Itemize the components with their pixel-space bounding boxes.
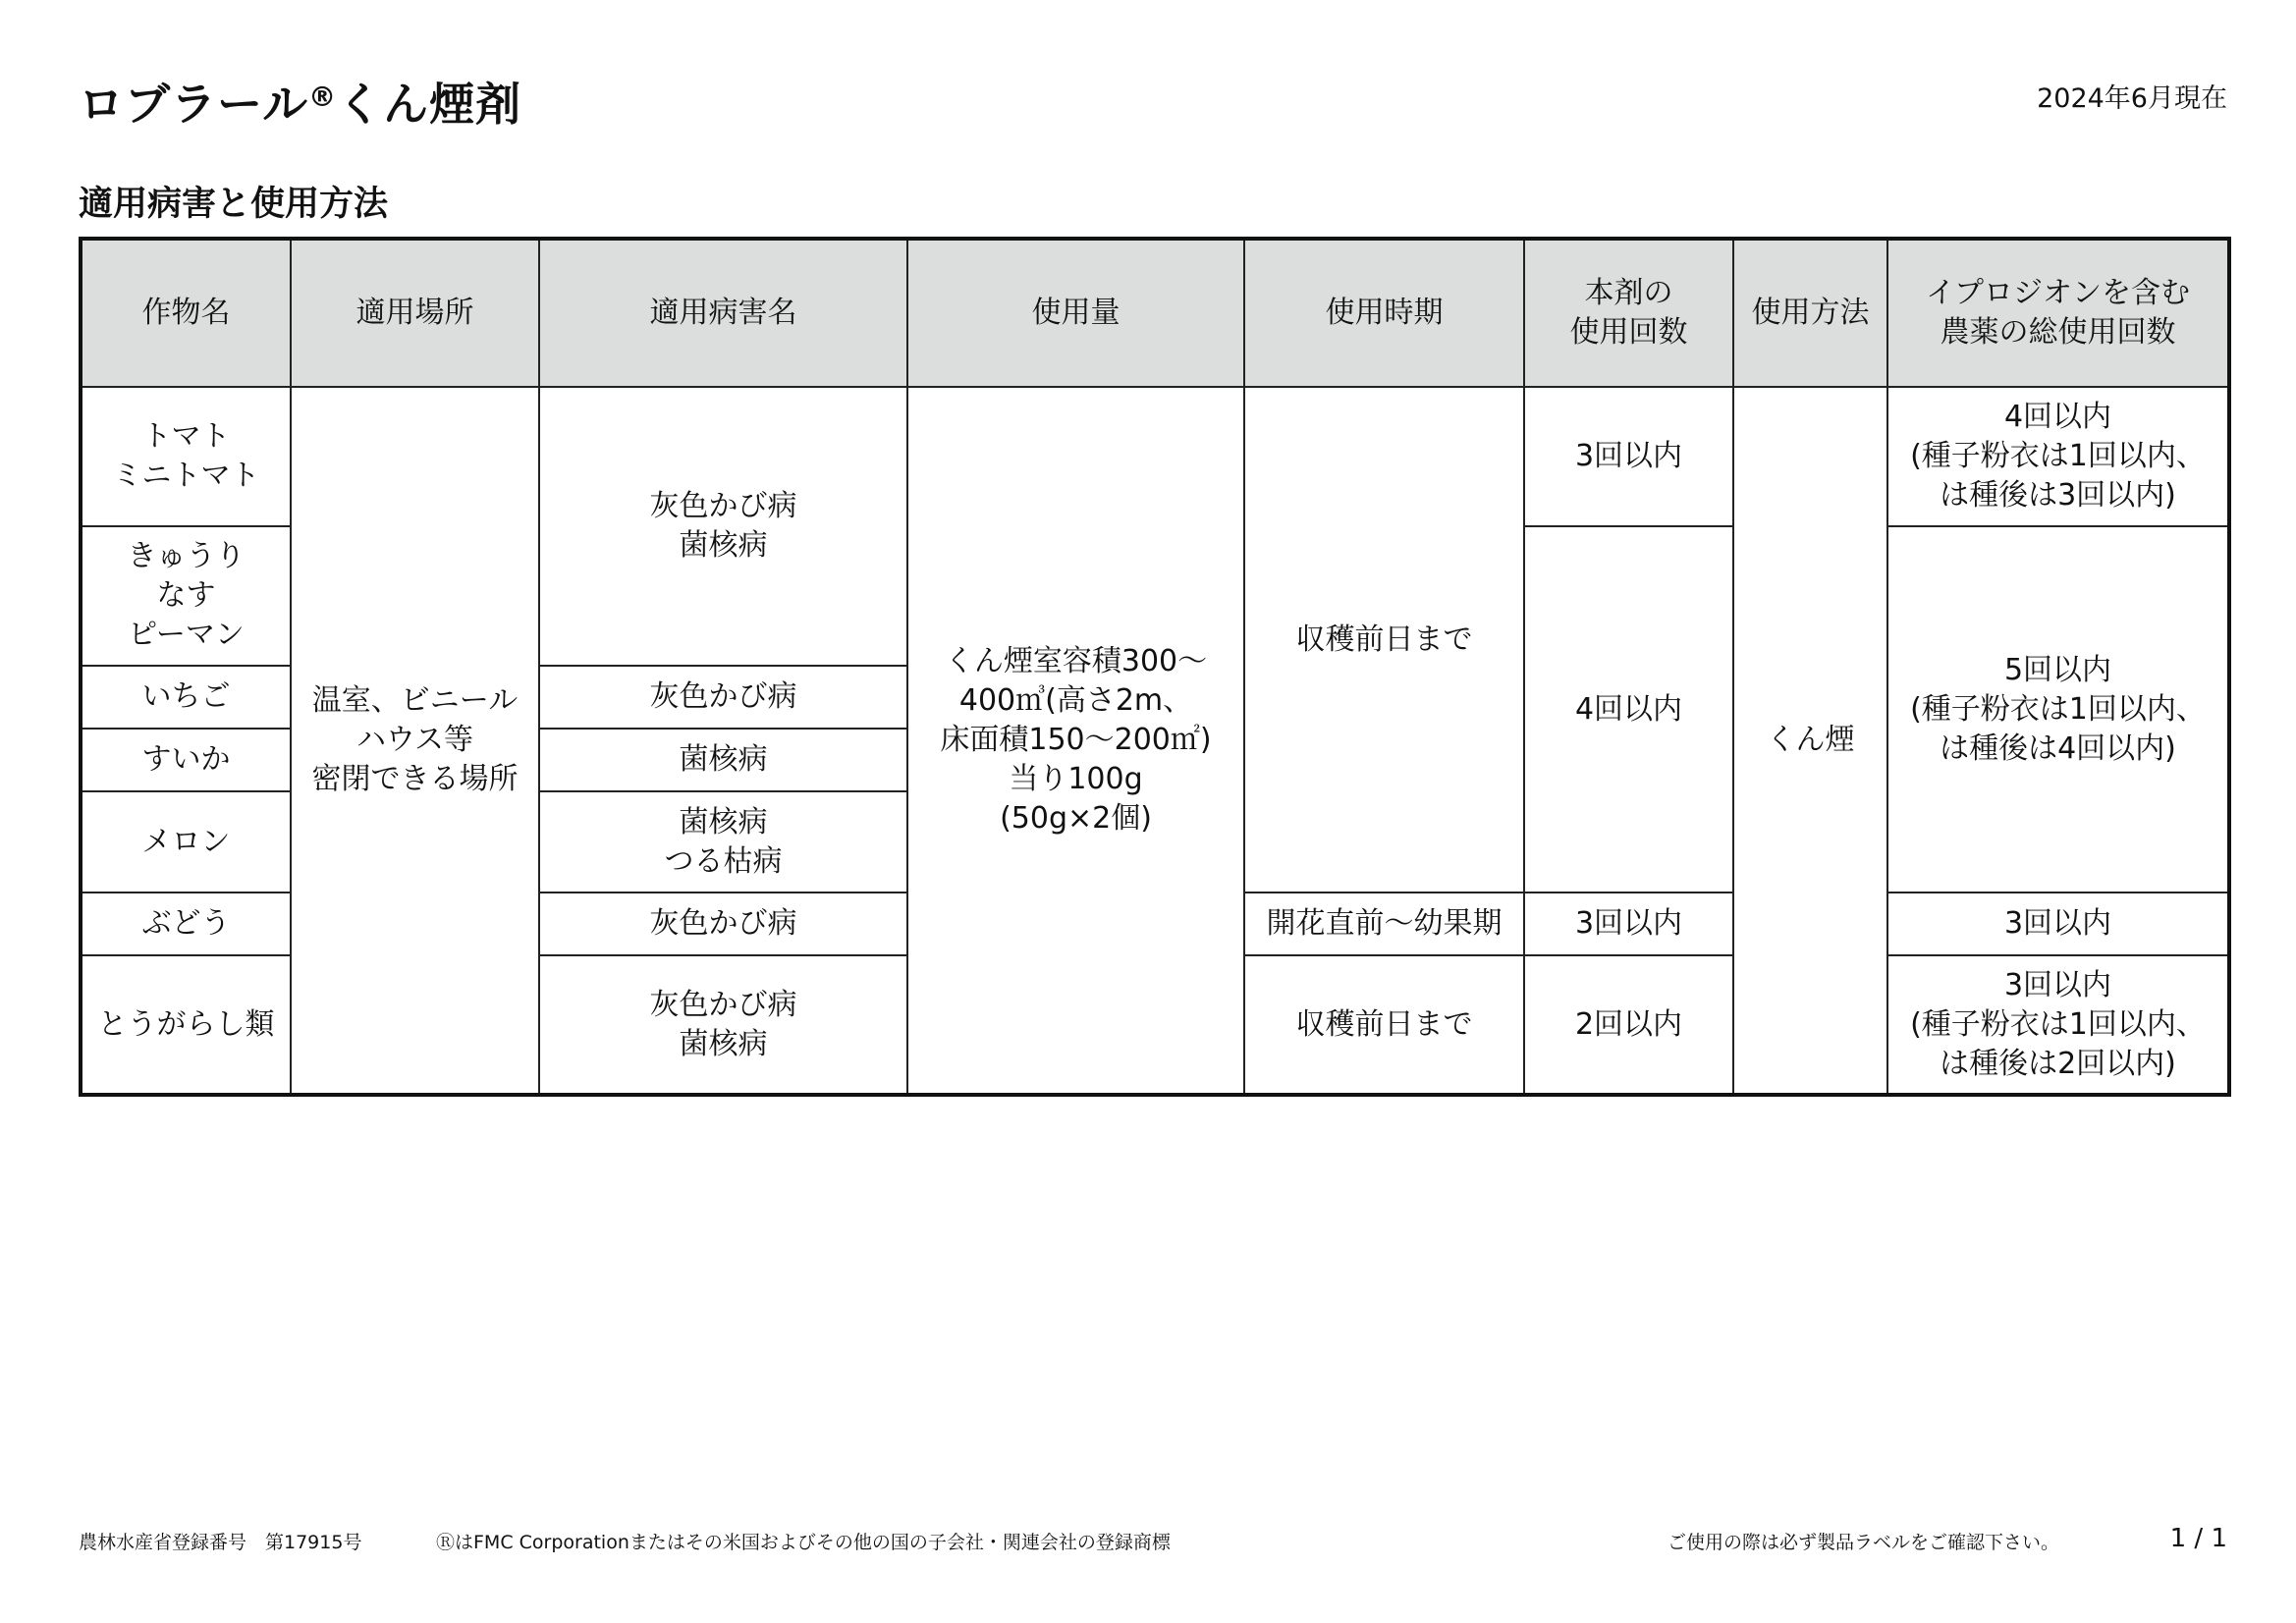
timing-cell: 開花直前～幼果期: [1244, 893, 1524, 955]
label-notice: ご使用の際は必ず製品ラベルをご確認下さい。: [1667, 1532, 2060, 1553]
product-name: ロブラール: [79, 78, 309, 131]
times-cell: 4回以内: [1524, 526, 1733, 893]
disease-cell: 菌核病 つる枯病: [539, 791, 907, 893]
as-of-date: 2024年6月現在: [2037, 83, 2227, 114]
application-table: [79, 237, 2231, 1097]
trademark-notice: ⓇはFMC Corporationまたはその米国およびその他の国の子会社・関連会社の登録商標: [436, 1532, 1171, 1553]
registration-number: 農林水産省登録番号 第17915号: [79, 1532, 362, 1553]
timing-cell: 収穫前日まで: [1244, 387, 1524, 893]
header-method: 使用方法: [1733, 239, 1887, 387]
disease-cell: 灰色かび病: [539, 893, 907, 955]
times-cell: 3回以内: [1524, 893, 1733, 955]
crop-cell: とうがらし類: [81, 955, 291, 1095]
disease-cell: 菌核病: [539, 729, 907, 791]
crop-cell: ぶどう: [81, 893, 291, 955]
amount-cell: くん煙室容積300～ 400㎥(高さ2m、 床面積150～200㎡) 当り100g (50g×2個): [907, 387, 1244, 1095]
table-header-row: [81, 239, 2229, 387]
product-type: くん煙剤: [337, 78, 522, 131]
times-cell: 3回以内: [1524, 387, 1733, 526]
place-cell: 温室、ビニール ハウス等 密閉できる場所: [291, 387, 539, 1095]
page-number: 1 / 1: [2169, 1524, 2227, 1553]
crop-cell: すいか: [81, 729, 291, 791]
section-title: 適用病害と使用方法: [79, 185, 389, 224]
disease-cell: 灰色かび病: [539, 666, 907, 729]
method-cell: くん煙: [1733, 387, 1887, 1095]
total-cell: 3回以内: [1887, 893, 2229, 955]
crop-cell: トマト ミニトマト: [81, 387, 291, 526]
header-place: 適用場所: [291, 239, 539, 387]
header-times: 本剤の 使用回数: [1524, 239, 1733, 387]
timing-cell: 収穫前日まで: [1244, 955, 1524, 1095]
total-cell: 4回以内 (種子粉衣は1回以内、 は種後は3回以内): [1887, 387, 2229, 526]
registered-mark: ®: [308, 81, 338, 113]
disease-cell: 灰色かび病 菌核病: [539, 955, 907, 1095]
document-title: [79, 69, 521, 134]
crop-cell: きゅうり なす ピーマン: [81, 526, 291, 666]
disease-cell: 灰色かび病 菌核病: [539, 387, 907, 666]
times-cell: 2回以内: [1524, 955, 1733, 1095]
header-crop: 作物名: [81, 239, 291, 387]
crop-cell: いちご: [81, 666, 291, 729]
total-cell: 5回以内 (種子粉衣は1回以内、 は種後は4回以内): [1887, 526, 2229, 893]
header-disease: 適用病害名: [539, 239, 907, 387]
crop-cell: メロン: [81, 791, 291, 893]
header-timing: 使用時期: [1244, 239, 1524, 387]
table-row: [81, 387, 2229, 526]
total-cell: 3回以内 (種子粉衣は1回以内、 は種後は2回以内): [1887, 955, 2229, 1095]
header-total: イプロジオンを含む 農薬の総使用回数: [1887, 239, 2229, 387]
header-amount: 使用量: [907, 239, 1244, 387]
